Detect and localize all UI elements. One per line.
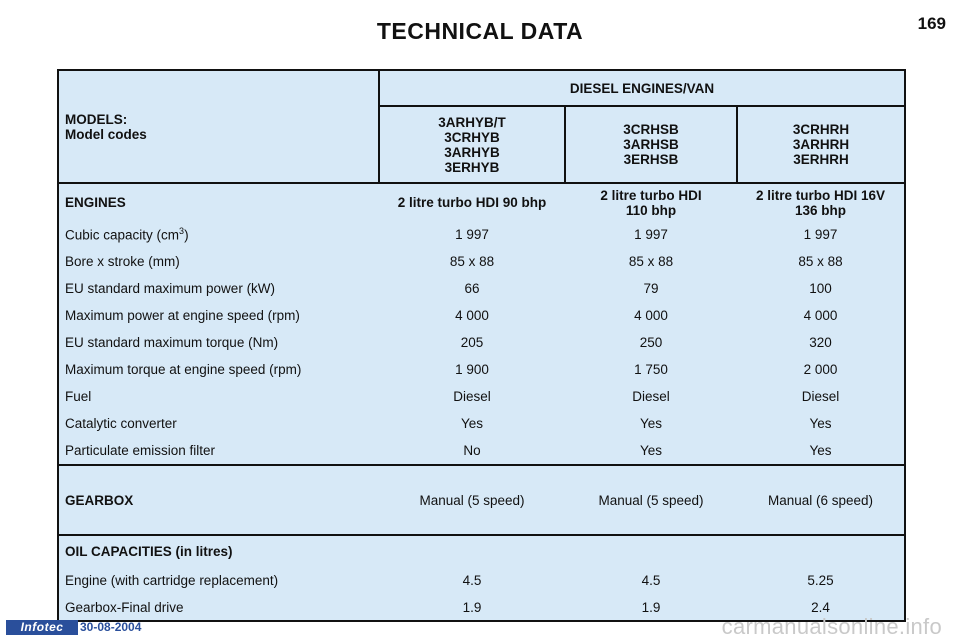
table-row <box>58 275 905 302</box>
row-value: Diesel <box>801 389 840 404</box>
row-value: 79 <box>643 281 659 296</box>
oil-capacities-label: OIL CAPACITIES (in litres) <box>58 535 379 567</box>
gearbox-value: Manual (6 speed) <box>737 465 905 535</box>
table-row <box>58 302 905 329</box>
gearbox-value: Manual (5 speed) <box>565 465 737 535</box>
row-value: No <box>463 443 481 458</box>
models-label: MODELS: <box>65 111 128 127</box>
engine-name-2: 2 litre turbo HDI 110 bhp <box>565 183 737 221</box>
row-label: Fuel <box>65 389 92 404</box>
row-label: EU standard maximum power (kW) <box>65 281 276 296</box>
table-row <box>58 221 905 248</box>
page-number: 169 <box>917 14 946 33</box>
row-value: 1 997 <box>455 227 489 242</box>
row-value: 320 <box>809 335 832 350</box>
engines-label: ENGINES <box>58 183 379 221</box>
table-row <box>58 248 905 275</box>
engine-name-3: 2 litre turbo HDI 16V 136 bhp <box>737 183 905 221</box>
row-label: Maximum torque at engine speed (rpm) <box>65 362 302 377</box>
table-row <box>58 329 905 356</box>
gearbox-label: GEARBOX <box>58 465 379 535</box>
model-codes-col-3: 3CRHRH 3ARHRH 3ERHRH <box>737 106 905 183</box>
table-row <box>58 437 905 465</box>
row-value: 1 997 <box>803 227 838 242</box>
row-value: Yes <box>639 416 663 431</box>
row-label: Bore x stroke (mm) <box>65 254 180 269</box>
footer-date: 30-08-2004 <box>80 620 142 634</box>
row-value: Diesel <box>453 389 491 404</box>
row-value: 100 <box>809 281 832 296</box>
row-value: Yes <box>639 443 663 458</box>
row-value: Yes <box>460 416 484 431</box>
oil-capacities-header-row <box>58 535 905 567</box>
table-row <box>58 356 905 383</box>
row-label: EU standard maximum torque (Nm) <box>65 335 279 350</box>
infotec-logo: Infotec <box>6 620 78 635</box>
row-value: Yes <box>809 416 832 431</box>
row-value: 250 <box>639 335 663 350</box>
watermark: carmanualsonline.info <box>721 614 942 639</box>
row-value: 66 <box>464 281 480 296</box>
row-value: 2 000 <box>803 362 838 377</box>
row-value: 4 000 <box>455 308 489 323</box>
table-row <box>58 383 905 410</box>
row-value: 205 <box>460 335 484 350</box>
row-value: 5.25 <box>807 573 834 588</box>
row-value: 4.5 <box>641 573 661 588</box>
group-label: DIESEL ENGINES/VAN <box>379 70 905 106</box>
row-value: 1.9 <box>641 599 661 615</box>
row-value: 2.4 <box>811 599 830 615</box>
table-row <box>58 567 905 594</box>
model-codes-col-1: 3ARHYB/T 3CRHYB 3ARHYB 3ERHYB <box>379 106 565 183</box>
row-value: 4 000 <box>803 308 838 323</box>
row-label: Maximum power at engine speed (rpm) <box>65 308 300 323</box>
row-label: Engine (with cartridge replacement) <box>65 573 279 588</box>
row-label: Catalytic converter <box>65 416 177 431</box>
model-codes-label: Model codes <box>65 126 147 142</box>
row-value: 85 x 88 <box>798 254 843 269</box>
row-value: 85 x 88 <box>628 254 674 269</box>
row-label: Cubic capacity $(cm^3)$ <box>65 226 189 243</box>
gearbox-value: Manual (5 speed) <box>379 465 565 535</box>
engine-name-1: 2 litre turbo HDI 90 bhp <box>379 183 565 221</box>
row-label: Particulate emission filter <box>65 443 216 458</box>
row-value: 85 x 88 <box>449 254 495 269</box>
row-value: 1 750 <box>634 362 668 377</box>
gearbox-row <box>58 465 905 535</box>
row-value: 1.9 <box>462 599 482 615</box>
table-row <box>58 410 905 437</box>
page-title: TECHNICAL DATA <box>376 18 584 44</box>
row-value: 4.5 <box>462 573 482 588</box>
row-label: Gearbox-Final drive <box>65 599 184 615</box>
row-value: 1 997 <box>634 227 668 242</box>
models-header-cell <box>58 70 379 183</box>
row-value: 1 900 <box>455 362 489 377</box>
row-value: 4 000 <box>634 308 668 323</box>
technical-data-table <box>57 69 906 622</box>
row-value: Yes <box>809 443 832 458</box>
model-codes-col-2: 3CRHSB 3ARHSB 3ERHSB <box>565 106 737 183</box>
row-value: Diesel <box>632 389 670 404</box>
